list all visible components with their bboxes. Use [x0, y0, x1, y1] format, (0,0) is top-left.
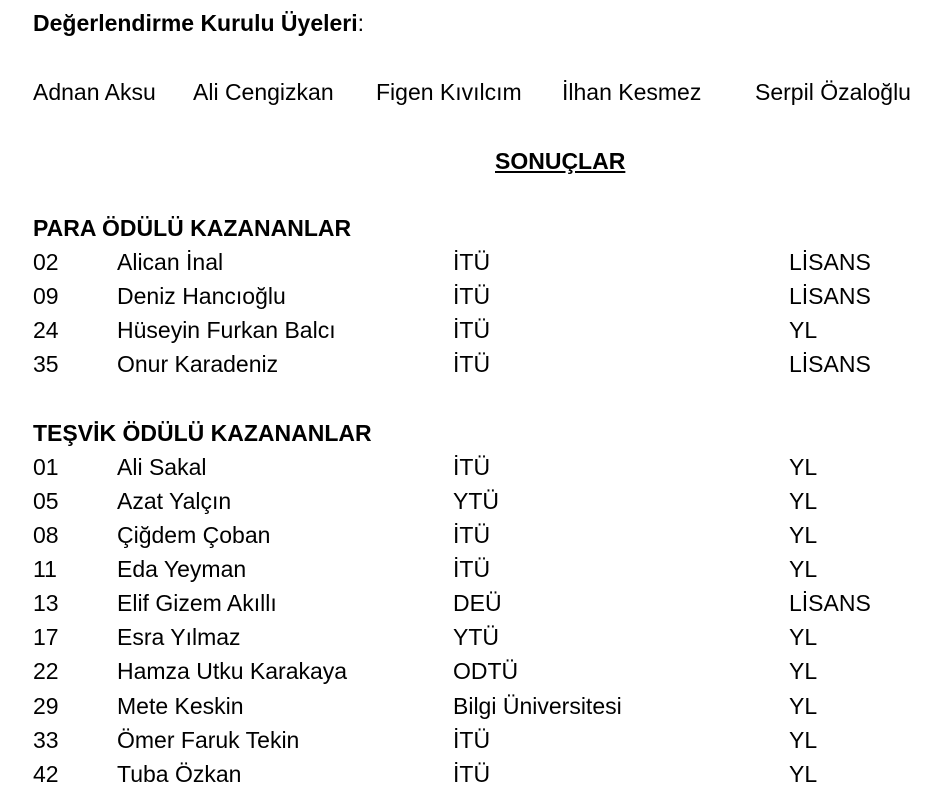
university: DEÜ — [453, 590, 502, 616]
university: YTÜ — [453, 624, 499, 650]
winner-name: Tuba Özkan — [117, 761, 242, 787]
degree-level: YL — [789, 556, 818, 582]
winner-name: Hamza Utku Karakaya — [117, 658, 348, 684]
university: İTÜ — [453, 556, 491, 582]
entry-number: 11 — [33, 556, 57, 582]
university: İTÜ — [453, 317, 491, 343]
winner-name: Hüseyin Furkan Balcı — [117, 317, 336, 343]
degree-level: YL — [789, 658, 818, 684]
entry-number: 05 — [33, 488, 59, 514]
university: İTÜ — [453, 522, 491, 548]
winner-name: Alican İnal — [117, 249, 224, 275]
table-row — [0, 589, 944, 623]
table-row — [0, 487, 944, 521]
university: İTÜ — [453, 761, 491, 787]
degree-level: YL — [789, 522, 818, 548]
winner-name: Eda Yeyman — [117, 556, 247, 582]
entry-number: 01 — [33, 454, 59, 480]
table-row — [0, 316, 944, 350]
degree-level: YL — [789, 454, 818, 480]
board-title-colon: : — [357, 10, 365, 36]
board-member: Serpil Özaloğlu — [755, 79, 911, 105]
winner-name: Esra Yılmaz — [117, 624, 241, 650]
winner-name: Çiğdem Çoban — [117, 522, 271, 548]
degree-level: LİSANS — [789, 283, 871, 309]
table-row — [0, 760, 944, 794]
table-row — [0, 623, 944, 657]
entry-number: 13 — [33, 590, 59, 616]
winner-name: Azat Yalçın — [117, 488, 232, 514]
degree-level: LİSANS — [789, 590, 871, 616]
winner-name: Mete Keskin — [117, 693, 244, 719]
degree-level: YL — [789, 727, 818, 753]
degree-level: YL — [789, 317, 818, 343]
winner-name: Deniz Hancıoğlu — [117, 283, 286, 309]
table-row — [0, 350, 944, 384]
table-row — [0, 248, 944, 282]
winner-name: Ali Sakal — [117, 454, 207, 480]
degree-level: YL — [789, 693, 818, 719]
money-award-heading: PARA ÖDÜLÜ KAZANANLAR — [33, 215, 352, 241]
table-row — [0, 453, 944, 487]
entry-number: 22 — [33, 658, 59, 684]
winner-name: Ömer Faruk Tekin — [117, 727, 300, 753]
entry-number: 29 — [33, 693, 59, 719]
degree-level: YL — [789, 624, 818, 650]
degree-level: YL — [789, 761, 818, 787]
winner-name: Elif Gizem Akıllı — [117, 590, 277, 616]
board-member: Ali Cengizkan — [193, 79, 334, 105]
encouragement-award-heading: TEŞVİK ÖDÜLÜ KAZANANLAR — [33, 420, 372, 446]
board-title: Değerlendirme Kurulu Üyeleri — [33, 10, 358, 36]
degree-level: LİSANS — [789, 249, 871, 275]
table-row — [0, 521, 944, 555]
table-row — [0, 657, 944, 691]
board-member: İlhan Kesmez — [562, 79, 702, 105]
board-title-line — [33, 9, 364, 37]
entry-number: 42 — [33, 761, 59, 787]
degree-level: LİSANS — [789, 351, 871, 377]
entry-number: 35 — [33, 351, 59, 377]
table-row — [0, 282, 944, 316]
table-row — [0, 726, 944, 760]
results-heading: SONUÇLAR — [495, 148, 626, 174]
university: İTÜ — [453, 283, 491, 309]
entry-number: 17 — [33, 624, 59, 650]
university: Bilgi Üniversitesi — [453, 693, 622, 719]
degree-level: YL — [789, 488, 818, 514]
table-row — [0, 692, 944, 726]
winner-name: Onur Karadeniz — [117, 351, 279, 377]
entry-number: 33 — [33, 727, 59, 753]
board-member: Figen Kıvılcım — [376, 79, 522, 105]
board-member: Adnan Aksu — [33, 79, 156, 105]
entry-number: 24 — [33, 317, 59, 343]
university: ODTÜ — [453, 658, 519, 684]
university: İTÜ — [453, 249, 491, 275]
university: İTÜ — [453, 351, 491, 377]
university: İTÜ — [453, 454, 491, 480]
university: İTÜ — [453, 727, 491, 753]
entry-number: 08 — [33, 522, 59, 548]
entry-number: 02 — [33, 249, 59, 275]
university: YTÜ — [453, 488, 499, 514]
table-row — [0, 555, 944, 589]
entry-number: 09 — [33, 283, 59, 309]
